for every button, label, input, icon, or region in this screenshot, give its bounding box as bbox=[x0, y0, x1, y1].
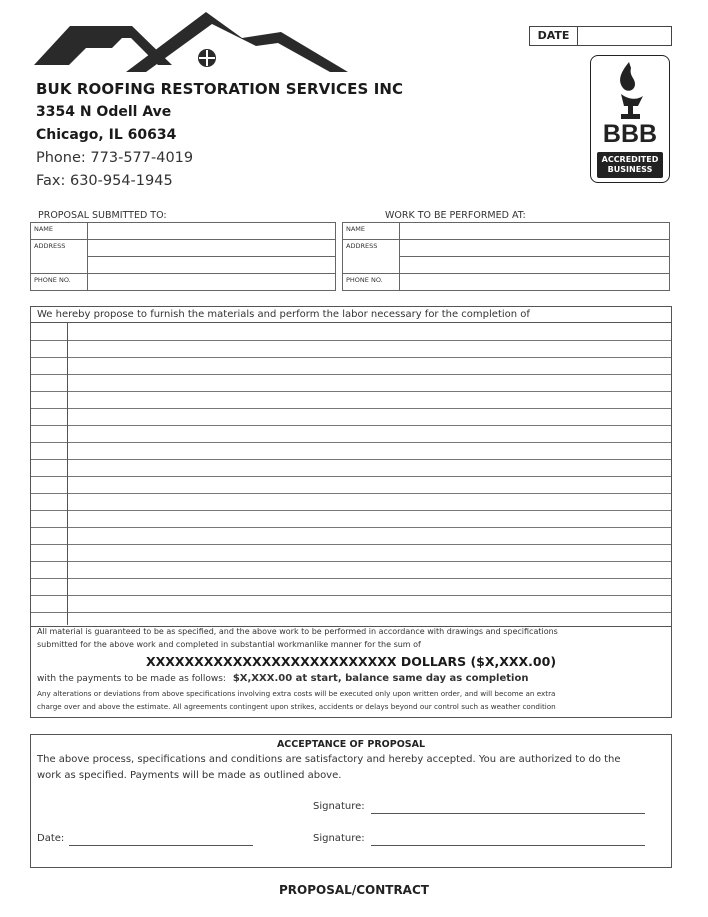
ruled-line bbox=[31, 459, 671, 460]
submitted-address-field-1[interactable] bbox=[88, 240, 336, 257]
ruled-line bbox=[31, 612, 671, 613]
ruled-line bbox=[31, 357, 671, 358]
payment-terms: $X,XXX.00 at start, balance same day as completion bbox=[232, 673, 529, 684]
work-lines[interactable] bbox=[31, 322, 671, 627]
signature-line-2[interactable] bbox=[371, 845, 645, 846]
payment-line bbox=[37, 673, 528, 684]
submitted-name-field[interactable] bbox=[88, 223, 336, 240]
name-label: NAME bbox=[343, 223, 400, 240]
payment-prefix: with the payments to be made as follows: bbox=[37, 674, 226, 684]
phone-label: PHONE NO. bbox=[31, 274, 88, 291]
company-phone: Phone: 773-577-4019 bbox=[36, 150, 194, 166]
ruled-line bbox=[31, 425, 671, 426]
address-label: ADDRESS bbox=[31, 240, 88, 274]
ruled-line bbox=[31, 442, 671, 443]
acceptance-text-2: work as specified. Payments will be made as outlined above. bbox=[37, 770, 342, 781]
bbb-business: BUSINESS bbox=[607, 165, 653, 174]
work-at-title: WORK TO BE PERFORMED AT: bbox=[385, 210, 526, 221]
work-at-table bbox=[342, 222, 670, 291]
signature-label-2: Signature: bbox=[313, 833, 365, 844]
torch-icon bbox=[591, 58, 669, 124]
bbb-accredited: ACCREDITED bbox=[601, 155, 659, 164]
ruled-line bbox=[31, 340, 671, 341]
ruled-line bbox=[31, 510, 671, 511]
name-label: NAME bbox=[31, 223, 88, 240]
ruled-line bbox=[31, 561, 671, 562]
ruled-line bbox=[31, 595, 671, 596]
ruled-line bbox=[31, 578, 671, 579]
work-phone-field[interactable] bbox=[400, 274, 670, 291]
ruled-line bbox=[31, 544, 671, 545]
submitted-to-table bbox=[30, 222, 336, 291]
work-name-field[interactable] bbox=[400, 223, 670, 240]
alterations-line-1: Any alterations or deviations from above specifications involving extra costs will be executed only upon written order, and will become an extra bbox=[37, 689, 556, 698]
address-label: ADDRESS bbox=[343, 240, 400, 274]
company-name: BUK ROOFING RESTORATION SERVICES INC bbox=[36, 80, 404, 98]
sum-amount: XXXXXXXXXXXXXXXXXXXXXXXXXX DOLLARS ($X,XXX.00) bbox=[145, 654, 557, 669]
work-address-field-1[interactable] bbox=[400, 240, 670, 257]
bbb-badge bbox=[590, 55, 670, 183]
alterations-line-2: charge over and above the estimate. All agreements contingent upon strikes, accidents or delays beyond our control such as weather condition bbox=[37, 702, 556, 711]
proposal-intro: We hereby propose to furnish the materials and perform the labor necessary for the completion of bbox=[37, 309, 530, 320]
ruled-line bbox=[31, 493, 671, 494]
work-description-box bbox=[30, 306, 672, 718]
work-address-field-2[interactable] bbox=[400, 257, 670, 274]
signature-line-1[interactable] bbox=[371, 813, 645, 814]
date-label: DATE bbox=[530, 27, 578, 45]
company-street: 3354 N Odell Ave bbox=[36, 104, 172, 120]
date-line[interactable] bbox=[69, 845, 253, 846]
date-field[interactable] bbox=[529, 26, 672, 46]
guarantee-line-2: submitted for the above work and completed in substantial workmanlike manner for the sum of bbox=[37, 640, 421, 649]
submitted-to-title: PROPOSAL SUBMITTED TO: bbox=[38, 210, 167, 221]
footer-title: PROPOSAL/CONTRACT bbox=[279, 883, 429, 897]
acceptance-title: ACCEPTANCE OF PROPOSAL bbox=[276, 739, 426, 750]
company-city: Chicago, IL 60634 bbox=[36, 127, 177, 143]
signature-label-1: Signature: bbox=[313, 801, 365, 812]
phone-label: PHONE NO. bbox=[343, 274, 400, 291]
ruled-line bbox=[31, 374, 671, 375]
bbb-letters: BBB bbox=[602, 120, 658, 148]
ruled-line bbox=[31, 527, 671, 528]
ruled-line bbox=[31, 391, 671, 392]
ruled-line bbox=[31, 476, 671, 477]
acceptance-box bbox=[30, 734, 672, 868]
roof-logo bbox=[34, 10, 354, 76]
acceptance-text-1: The above process, specifications and conditions are satisfactory and hereby accepted. You are authorized to do the bbox=[37, 754, 621, 765]
submitted-phone-field[interactable] bbox=[88, 274, 336, 291]
date-label-2: Date: bbox=[37, 833, 65, 844]
ruled-line bbox=[31, 408, 671, 409]
company-fax: Fax: 630-954-1945 bbox=[36, 173, 173, 189]
submitted-address-field-2[interactable] bbox=[88, 257, 336, 274]
guarantee-line-1: All material is guaranteed to be as specified, and the above work to be performed in accordance with drawings and specifications bbox=[37, 627, 558, 636]
